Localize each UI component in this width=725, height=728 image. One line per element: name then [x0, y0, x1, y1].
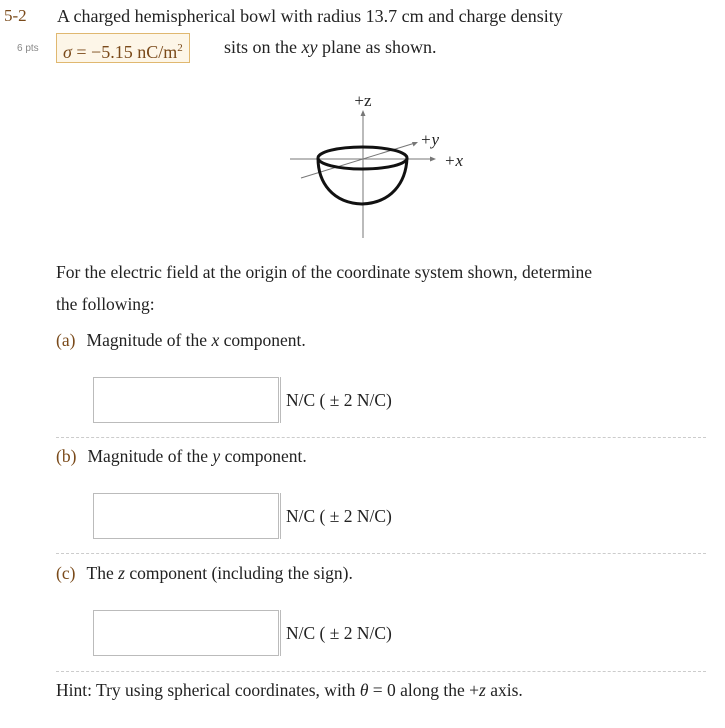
prompt-line2: the following:	[56, 294, 155, 314]
question-intro-line1: A charged hemispherical bowl with radius 13.7 cm and charge density	[57, 6, 563, 26]
part-a-prompt	[56, 330, 306, 351]
hint-var: z	[479, 680, 486, 700]
prompt-line1: For the electric field at the origin of the coordinate system shown, determine	[56, 262, 593, 282]
question-intro-line2	[224, 37, 436, 58]
hint-text	[56, 680, 523, 701]
intro-line2-pre: sits on the	[224, 37, 302, 57]
part-c-var: z	[118, 563, 125, 583]
divider-3	[56, 671, 706, 672]
part-b-label: (b)	[56, 446, 77, 466]
divider-2	[56, 553, 706, 554]
part-c-text	[87, 563, 353, 583]
part-a-label: (a)	[56, 330, 76, 350]
part-c-text-post: component (including the sign).	[124, 563, 353, 583]
y-axis-label: +y	[420, 130, 440, 149]
points-label: 6 pts	[17, 43, 39, 54]
unit-label-c: N/C ( ± 2 N/C)	[280, 610, 392, 656]
answer-input-c[interactable]	[93, 610, 279, 656]
answer-input-b[interactable]	[93, 493, 279, 539]
part-b-prompt	[56, 446, 307, 467]
part-b-text-pre: Magnitude of the	[87, 446, 213, 466]
intro-line2-post: plane as shown.	[317, 37, 437, 57]
unit-label-a: N/C ( ± 2 N/C)	[280, 377, 392, 423]
z-axis-label: +z	[354, 91, 372, 110]
divider-1	[56, 437, 706, 438]
part-c-text-pre: The	[86, 563, 119, 583]
answer-input-a[interactable]	[93, 377, 279, 423]
hemisphere-diagram	[285, 88, 485, 243]
x-axis-arrow	[430, 157, 436, 162]
part-a-text-post: component.	[219, 330, 306, 350]
part-b-var: y	[212, 446, 221, 466]
part-a-var: x	[211, 330, 220, 350]
part-c-label: (c)	[56, 563, 76, 583]
z-axis-arrow	[361, 110, 366, 116]
y-axis-arrow	[412, 142, 418, 147]
question-number: 5-2	[4, 6, 27, 25]
hint-mid: = 0 along the +	[368, 680, 480, 700]
part-b-text-post: component.	[220, 446, 307, 466]
hint-pre: Hint: Try using spherical coordinates, with	[56, 680, 360, 700]
unit-label-b: N/C ( ± 2 N/C)	[280, 493, 392, 539]
sigma-value: = −5.15 nC/m	[71, 42, 178, 62]
charge-density-highlight	[56, 33, 190, 63]
x-axis-label: +x	[444, 151, 464, 170]
intro-line2-var: xy	[301, 37, 318, 57]
part-b-text	[88, 446, 307, 466]
hint-post: axis.	[485, 680, 523, 700]
part-a-text	[87, 330, 306, 350]
part-c-prompt	[56, 563, 353, 584]
part-a-text-pre: Magnitude of the	[86, 330, 212, 350]
sigma-exponent: 2	[177, 42, 183, 54]
sigma-symbol: σ	[63, 42, 72, 62]
hint-theta: θ	[359, 680, 369, 700]
